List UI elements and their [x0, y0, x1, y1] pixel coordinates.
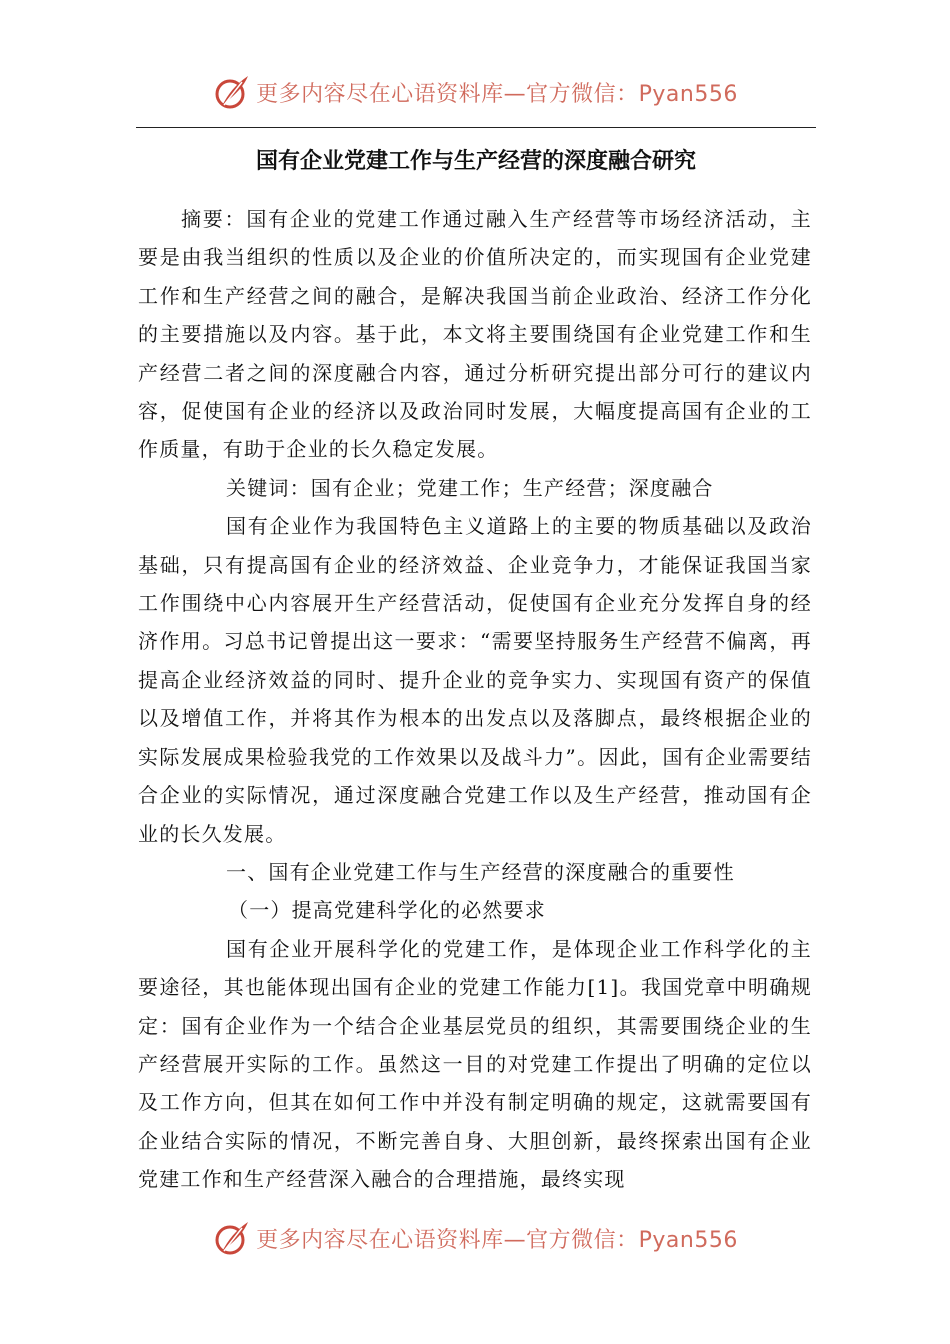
- header-banner: [0, 70, 950, 114]
- subsection-heading: （一）提高党建科学化的必然要求: [228, 898, 546, 923]
- footer-promo-text: 更多内容尽在心语资料库—官方微信：Pyan556: [256, 1227, 738, 1253]
- footer-banner: [0, 1216, 950, 1260]
- quill-pen-logo-icon: [212, 1218, 252, 1258]
- body-paragraph: 国有企业开展科学化的党建工作，是体现企业工作科学化的主要途径，其也能体现出国有企业的党建工作能力[1]。我国党章中明确规定：国有企业作为一个结合企业基层党员的组织，其需要围绕企业的生产经营展开实际的工作。虽然这一目的对党建工作提出了明确的定位以及工作方向，但其在如何工作中并没有制定明确的规定，这就需要国有企业结合实际的情况，不断完善自身、大胆创新，最终探索出国有企业党建工作和生产经营深入融合的合理措施，最终实现: [138, 936, 812, 1192]
- abstract-paragraph: 摘要：国有企业的党建工作通过融入生产经营等市场经济活动，主要是由我当组织的性质以及企业的价值所决定的，而实现国有企业党建工作和生产经营之间的融合，是解决我国当前企业政治、经济工作分化的主要措施以及内容。基于此，本文将主要围绕国有企业党建工作和生产经营二者之间的深度融合内容，通过分析研究提出部分可行的建议内容，促使国有企业的经济以及政治同时发展，大幅度提高国有企业的工作质量，有助于企业的长久稳定发展。: [138, 207, 812, 462]
- section-heading: 一、国有企业党建工作与生产经营的深度融合的重要性: [226, 859, 735, 884]
- header-divider: [136, 127, 816, 128]
- document-title: 国有企业党建工作与生产经营的深度融合研究: [255, 149, 696, 174]
- quill-pen-logo-icon: [212, 72, 252, 112]
- intro-paragraph: 国有企业作为我国特色主义道路上的主要的物质基础以及政治基础，只有提高国有企业的经济效益、企业竞争力，才能保证我国当家工作围绕中心内容展开生产经营活动，促使国有企业充分发挥自身的经济作用。习总书记曾提出这一要求：“需要坚持服务生产经营不偏离，再提高企业经济效益的同时、提升企业的竞争实力、实现国有资产的保值以及增值工作，并将其作为根本的出发点以及落脚点，最终根据企业的实际发展成果检验我党的工作效果以及战斗力”。因此，国有企业需要结合企业的实际情况，通过深度融合党建工作以及生产经营，推动国有企业的长久发展。: [138, 514, 812, 846]
- keywords-line: 关键词：国有企业；党建工作；生产经营；深度融合: [226, 475, 714, 500]
- document-body: [138, 200, 812, 1199]
- header-promo-text: 更多内容尽在心语资料库—官方微信：Pyan556: [256, 81, 738, 107]
